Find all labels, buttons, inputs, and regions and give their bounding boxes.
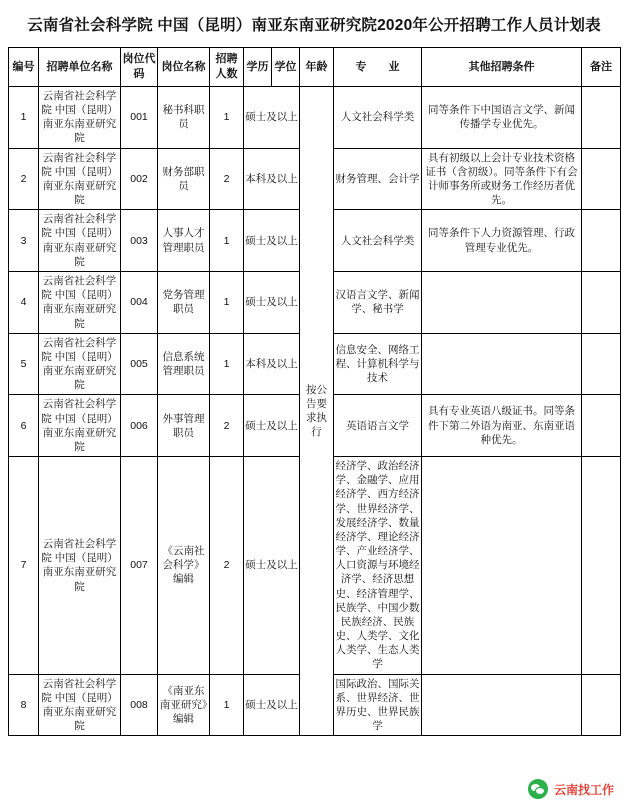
cell-edu-label: 本科及以上 [245, 357, 298, 370]
cell-other [422, 333, 582, 395]
cell-code: 004 [121, 272, 158, 334]
cell-edu-label: 本科及以上 [245, 172, 298, 185]
header-degree-label: 学位 [274, 60, 297, 73]
header-num-label: 招聘人数 [215, 53, 238, 81]
cell-no: 6 [9, 395, 39, 457]
cell-code: 007 [121, 457, 158, 675]
cell-edu-degree [244, 674, 300, 736]
cell-edu-degree [244, 210, 300, 272]
cell-num: 2 [210, 395, 244, 457]
cell-remark [582, 333, 621, 395]
header-other: 其他招聘条件 [422, 48, 582, 87]
cell-unit: 云南省社会科学院 中国（昆明）南亚东南亚研究院 [39, 86, 121, 148]
cell-major: 人文社会科学类 [334, 210, 422, 272]
cell-no: 8 [9, 674, 39, 736]
cell-post: 党务管理职员 [158, 272, 210, 334]
header-num [210, 48, 244, 87]
cell-major: 汉语言文学、新闻学、秘书学 [334, 272, 422, 334]
cell-num: 1 [210, 210, 244, 272]
cell-no: 3 [9, 210, 39, 272]
cell-major: 财务管理、会计学 [334, 148, 422, 210]
cell-remark [582, 457, 621, 675]
header-remark-label: 备注 [590, 60, 612, 73]
cell-age [300, 86, 334, 735]
cell-num: 2 [210, 148, 244, 210]
header-edu [244, 48, 272, 87]
cell-other: 具有初级以上会计专业技术资格证书（含初级）。同等条件下有会计师事务所或财务工作经历者优先。 [422, 148, 582, 210]
cell-no: 5 [9, 333, 39, 395]
cell-code: 005 [121, 333, 158, 395]
page-title: 云南省社会科学院 中国（昆明）南亚东南亚研究院2020年公开招聘工作人员计划表 [27, 17, 601, 34]
cell-unit: 云南省社会科学院 中国（昆明）南亚东南亚研究院 [39, 674, 121, 736]
cell-major: 信息安全、网络工程、计算机科学与技术 [334, 333, 422, 395]
cell-no: 4 [9, 272, 39, 334]
cell-major: 国际政治、国际关系、世界经济、世界历史、世界民族学 [334, 674, 422, 736]
header-post-label: 岗位名称 [161, 60, 206, 73]
cell-post: 信息系统管理职员 [158, 333, 210, 395]
cell-remark [582, 86, 621, 148]
cell-unit: 云南省社会科学院 中国（昆明）南亚东南亚研究院 [39, 457, 121, 675]
cell-edu-degree [244, 148, 300, 210]
cell-post: 人事人才管理职员 [158, 210, 210, 272]
cell-num: 2 [210, 457, 244, 675]
cell-unit: 云南省社会科学院 中国（昆明）南亚东南亚研究院 [39, 210, 121, 272]
header-degree [272, 48, 300, 87]
cell-no: 1 [9, 86, 39, 148]
cell-unit: 云南省社会科学院 中国（昆明）南亚东南亚研究院 [39, 272, 121, 334]
cell-major: 经济学、政治经济学、金融学、应用经济学、西方经济学、世界经济学、发展经济学、数量经济学、理论经济学、产业经济学、人口资源与环境经济学、经济思想史、经济管理学、民族学、中国少数民族经济、民族史、人类学、文化人类学、生态人类学 [334, 457, 422, 675]
cell-other: 同等条件下中国语言文学、新闻传播学专业优先。 [422, 86, 582, 148]
cell-num: 1 [210, 333, 244, 395]
cell-edu-degree [244, 333, 300, 395]
header-edu-label: 学历 [246, 60, 269, 73]
wechat-label: 云南找工作 [553, 782, 614, 797]
header-remark [582, 48, 621, 87]
cell-edu-label: 硕士及以上 [245, 111, 298, 124]
wechat-watermark [528, 779, 614, 799]
header-no [9, 48, 39, 87]
cell-age-label: 按公告要求执行 [306, 383, 327, 439]
cell-edu-label: 硕士及以上 [245, 419, 298, 432]
header-no-label: 编号 [12, 60, 35, 73]
cell-edu-degree [244, 395, 300, 457]
cell-remark [582, 674, 621, 736]
cell-edu-degree [244, 457, 300, 675]
header-code-label: 岗位代码 [122, 53, 156, 81]
cell-code: 006 [121, 395, 158, 457]
cell-unit: 云南省社会科学院 中国（昆明）南亚东南亚研究院 [39, 333, 121, 395]
cell-edu-label: 硕士及以上 [245, 559, 298, 572]
cell-unit: 云南省社会科学院 中国（昆明）南亚东南亚研究院 [39, 395, 121, 457]
cell-other: 同等条件下人力资源管理、行政管理专业优先。 [422, 210, 582, 272]
cell-no: 7 [9, 457, 39, 675]
cell-num: 1 [210, 674, 244, 736]
header-post [158, 48, 210, 87]
cell-unit: 云南省社会科学院 中国（昆明）南亚东南亚研究院 [39, 148, 121, 210]
table-row [9, 86, 621, 148]
header-major: 专 业 [334, 48, 422, 87]
cell-remark [582, 272, 621, 334]
table-header-row [9, 48, 621, 87]
header-unit: 招聘单位名称 [39, 48, 121, 87]
cell-other [422, 457, 582, 675]
cell-other [422, 272, 582, 334]
cell-remark [582, 395, 621, 457]
cell-other: 具有专业英语八级证书。同等条件下第二外语为南亚、东南亚语种优先。 [422, 395, 582, 457]
cell-no: 2 [9, 148, 39, 210]
cell-code: 008 [121, 674, 158, 736]
cell-post: 《南亚东南亚研究》编辑 [158, 674, 210, 736]
cell-code: 001 [121, 86, 158, 148]
cell-other [422, 674, 582, 736]
cell-remark [582, 210, 621, 272]
cell-post: 外事管理职员 [158, 395, 210, 457]
cell-edu-degree [244, 272, 300, 334]
cell-post: 秘书科职员 [158, 86, 210, 148]
cell-major: 人文社会科学类 [334, 86, 422, 148]
cell-post: 《云南社会科学》编辑 [158, 457, 210, 675]
header-age [300, 48, 334, 87]
cell-edu-degree [244, 86, 300, 148]
cell-edu-label: 硕士及以上 [245, 234, 298, 247]
cell-edu-label: 硕士及以上 [245, 296, 298, 309]
header-code [121, 48, 158, 87]
recruitment-plan-table [8, 47, 621, 736]
cell-remark [582, 148, 621, 210]
cell-code: 003 [121, 210, 158, 272]
header-age-label: 年龄 [305, 60, 328, 73]
wechat-icon [528, 779, 548, 799]
cell-major: 英语语言文学 [334, 395, 422, 457]
cell-num: 1 [210, 272, 244, 334]
cell-edu-label: 硕士及以上 [245, 698, 298, 711]
cell-num: 1 [210, 86, 244, 148]
cell-code: 002 [121, 148, 158, 210]
cell-post: 财务部职员 [158, 148, 210, 210]
